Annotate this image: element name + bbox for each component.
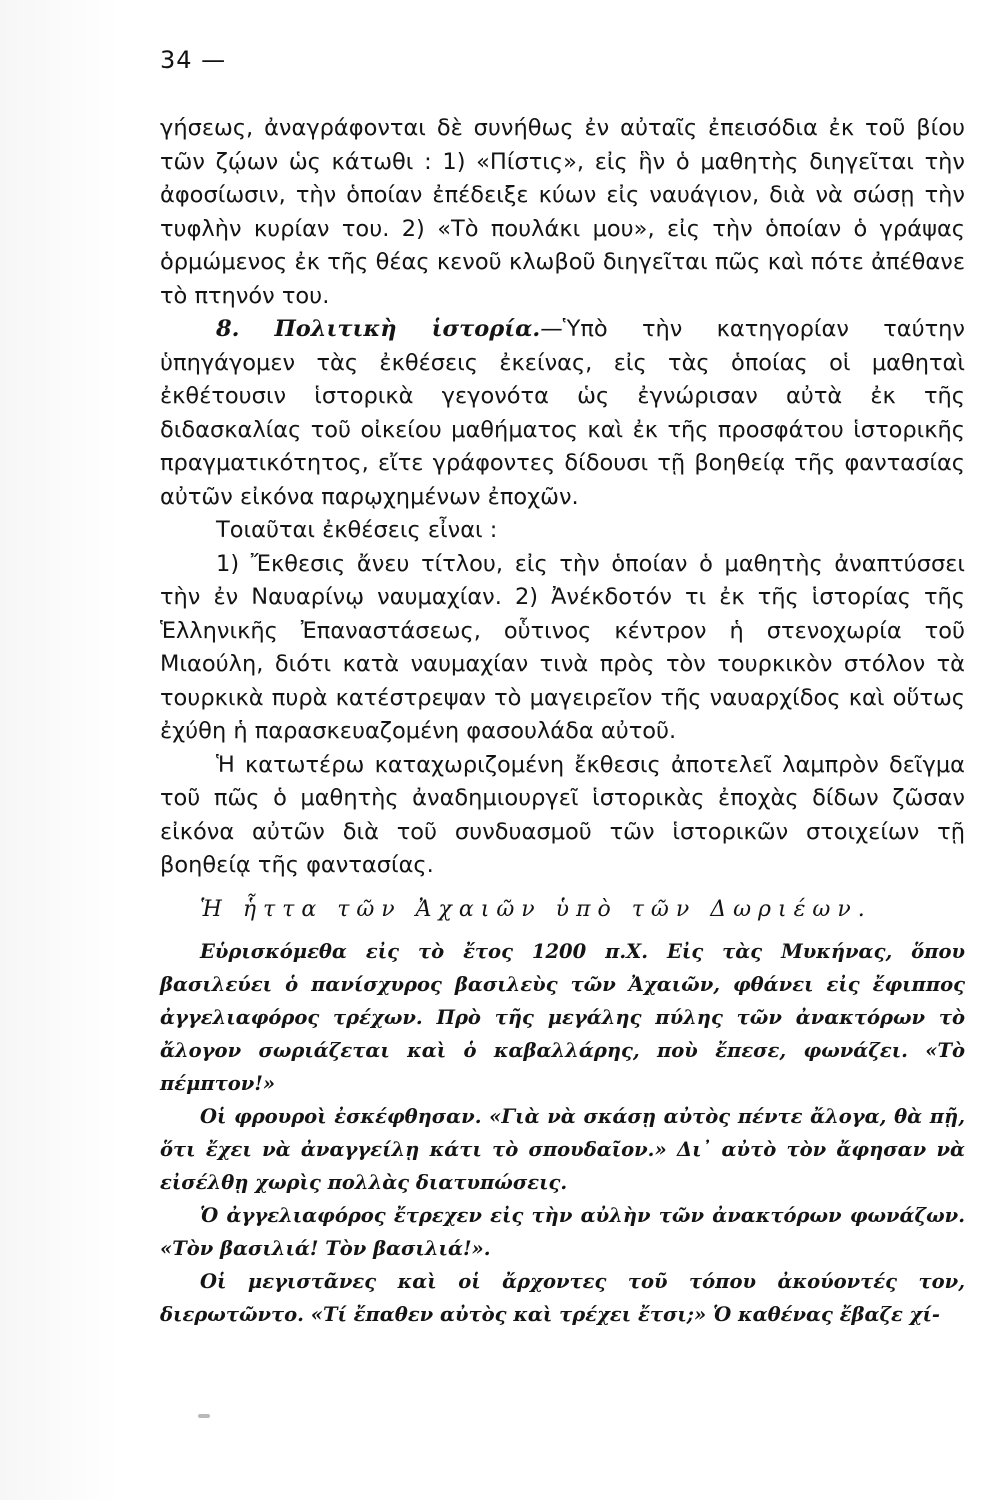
paragraph-examples: 1) Ἔκθεσις ἄνευ τίτλου, εἰς τὴν ὁποίαν ὁ μαθητὴς ἀναπτύσσει τὴν ἐν Ναυαρίνῳ ναυμαχίαν. 2) Ἀνέκδοτόν τι ἐκ τῆς ἱστορίας τῆς Ἑλληνικῆς Ἐπαναστάσεως, οὗτινος κέντρον ἡ στενοχωρία τοῦ Μιαούλη, διότι κατὰ ναυμαχίαν τινὰ πρὸς τὸν τουρκικὸν στόλον τὰ τουρκικὰ πυρὰ κατέστρεψαν τὸ μαγειρεῖον τῆς ναυαρχίδος καὶ οὕτως ἐχύθη ἡ παρασκευαζομένη φασουλάδα αὐτοῦ. xyxy=(160,550,965,744)
show-through-shadow xyxy=(0,0,120,1500)
essay-paragraph-4: Οἱ μεγιστᾶνες καὶ οἱ ἄρχοντες τοῦ τόπου ἀκούοντές τον, διερωτῶντο. «Τί ἔπαθεν αὐτὸς καὶ τρέχει ἔτσι;» Ὁ καθένας ἔβαζε χί- xyxy=(160,1269,965,1326)
paragraph-examples-intro: Τοιαῦται ἐκθέσεις εἶναι : xyxy=(216,517,498,543)
essay-title: Ἡ ἧττα τῶν Ἀχαιῶν ὑπὸ τῶν Δωριέων. xyxy=(200,896,872,922)
page-number: 34 — xyxy=(160,46,227,74)
paragraph-political-history xyxy=(160,313,965,514)
ink-smudge xyxy=(198,1414,210,1418)
section-heading-political-history: 8. Πολιτικὴ ἱστορία. xyxy=(216,316,541,342)
page-body xyxy=(160,112,965,1331)
section-body-political-history: —Ὑπὸ τὴν κατηγορίαν ταύτην ὑπηγάγομεν τὰς ἐκθέσεις ἐκείνας, εἰς τὰς ὁποίας οἱ μαθηταὶ ἐκθέτουσιν ἱστορικὰ γεγονότα ὡς ἐγνώρισαν αὐτὰ ἐκ τῆς διδασκαλίας τοῦ οἰκείου μαθήματος καὶ ἐκ τῆς προσφάτου ἱστορικῆς πραγματικότητος, εἴτε γράφοντες δίδουσι τῇ βοηθείᾳ τῆς φαντασίας αὐτῶν εἰκόνα παρῳχημένων ἐποχῶν. xyxy=(160,316,965,510)
essay-paragraph-3: Ὁ ἀγγελιαφόρος ἔτρεχεν εἰς τὴν αὐλὴν τῶν ἀνακτόρων φωνάζων. «Τὸν βασιλιά! Τὸν βασιλιά!». xyxy=(160,1203,965,1260)
paragraph-essay-intro: Ἡ κατωτέρω καταχωριζομένη ἔκθεσις ἀποτελεῖ λαμπρὸν δεῖγμα τοῦ πῶς ὁ μαθητὴς ἀναδημιουργεῖ ἱστορικὰς ἐποχὰς δίδων ζῶσαν εἰκόνα αὐτῶν διὰ τοῦ συνδυασμοῦ τῶν ἱστορικῶν στοιχείων τῇ βοηθείᾳ τῆς φαντασίας. xyxy=(160,751,965,878)
essay-paragraph-2: Οἱ φρουροὶ ἐσκέφθησαν. «Γιὰ νὰ σκάσῃ αὐτὸς πέντε ἄλογα, θὰ πῇ, ὅτι ἔχει νὰ ἀναγγείλῃ κάτι τὸ σπουδαῖον.» Δι᾽ αὐτὸ τὸν ἄφησαν νὰ εἰσέλθῃ χωρὶς πολλὰς διατυπώσεις. xyxy=(160,1104,965,1194)
essay-paragraph-1: Εὑρισκόμεθα εἰς τὸ ἔτος 1200 π.Χ. Εἰς τὰς Μυκήνας, ὅπου βασιλεύει ὁ πανίσχυρος βασιλεὺς τῶν Ἀχαιῶν, φθάνει εἰς ἔφιππος ἀγγελιαφόρος τρέχων. Πρὸ τῆς μεγάλης πύλης τῶν ἀνακτόρων τὸ ἄλογον σωριάζεται καὶ ὁ καβαλλάρης, ποὺ ἔπεσε, φωνάζει. «Τὸ πέμπτον!» xyxy=(160,939,965,1095)
paragraph-animal-stories: γήσεως, ἀναγράφονται δὲ συνήθως ἐν αὐταῖς ἐπεισόδια ἐκ τοῦ βίου τῶν ζῴων ὡς κάτωθι : 1) «Πίστις», εἰς ἣν ὁ μαθητὴς διηγεῖται τὴν ἀφοσίωσιν, τὴν ὁποίαν ἐπέδειξε κύων εἰς ναυάγιον, διὰ νὰ σώσῃ τὴν τυφλὴν κυρίαν του. 2) «Τὸ πουλάκι μου», εἰς τὴν ὁποίαν ὁ γράψας ὁρμώμενος ἐκ τῆς θέας κενοῦ κλωβοῦ διηγεῖται πῶς καὶ πότε ἀπέθανε τὸ πτηνόν του. xyxy=(160,115,965,309)
